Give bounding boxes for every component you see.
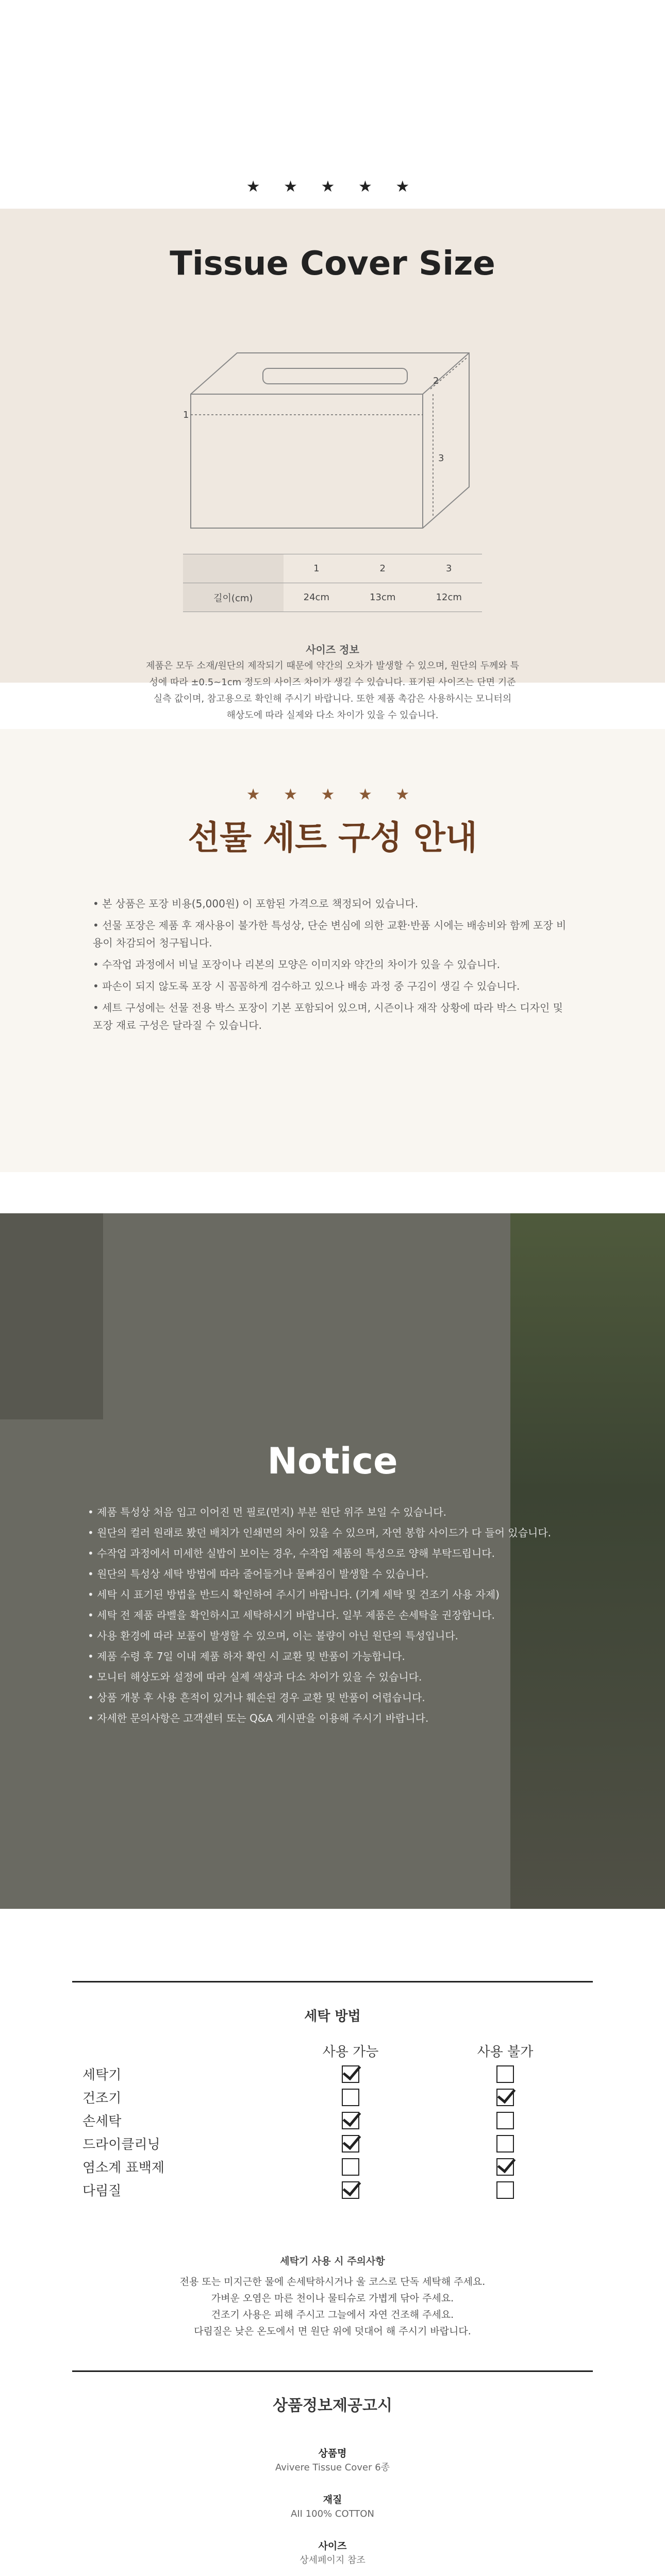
col-header: 1 xyxy=(284,554,350,583)
notice-list xyxy=(88,1502,577,1728)
notice-item: • 상품 개봉 후 사용 흔적이 있거나 훼손된 경우 교환 및 반품이 어렵습니다. xyxy=(88,1687,577,1708)
col-header: 2 xyxy=(350,554,415,583)
gift-item: • 수작업 과정에서 비닐 포장이나 리본의 모양은 이미지와 약간의 차이가 있을 수 있습니다. xyxy=(93,956,572,973)
checkbox-ok xyxy=(342,2181,359,2199)
wash-warning-line: 전용 또는 미지근한 물에 손세탁하시거나 울 코스로 단독 세탁해 주세요. xyxy=(179,2276,486,2287)
checkbox-ok xyxy=(342,2112,359,2129)
background-photo xyxy=(0,1213,103,1419)
size-value: 13cm xyxy=(350,583,415,612)
checkbox-no xyxy=(496,2065,514,2083)
wash-warning-line: 건조기 사용은 피해 주시고 그늘에서 자연 건조해 주세요. xyxy=(211,2309,454,2320)
wash-section xyxy=(0,1909,665,2340)
size-section xyxy=(0,209,665,721)
wash-label: 드라이클리닝 xyxy=(82,2137,160,2153)
size-info xyxy=(0,641,665,724)
info-value: Avivere Tissue Cover 6종 xyxy=(275,2462,390,2473)
checkbox-no xyxy=(496,2112,514,2129)
notice-item: • 세탁 시 표기된 방법을 반드시 확인하여 주시기 바랍니다. (기계 세탁 및 건조기 사용 자제) xyxy=(88,1584,577,1605)
wash-row xyxy=(82,2062,583,2086)
info-value: 상세페이지 참조 xyxy=(300,2555,365,2566)
wash-warning xyxy=(0,2253,665,2340)
info-head: 재질 xyxy=(323,2494,342,2505)
gift-list xyxy=(0,890,665,1034)
checkbox-no xyxy=(496,2181,514,2199)
wash-row xyxy=(82,2178,583,2201)
size-table xyxy=(183,554,482,612)
gift-title: 선물 세트 구성 안내 xyxy=(188,819,477,857)
wash-label: 손세탁 xyxy=(82,2114,122,2129)
gift-stars: ★ ★ ★ ★ ★ xyxy=(246,786,419,804)
wash-warning-line: 다림질은 낮은 온도에서 면 원단 위에 덧대어 해 주시기 바랍니다. xyxy=(194,2326,471,2337)
size-info-title: 사이즈 정보 xyxy=(306,643,359,656)
top-section xyxy=(0,0,665,196)
checkbox-no xyxy=(496,2135,514,2153)
size-title: Tissue Cover Size xyxy=(170,245,495,283)
notice-item: • 자세한 문의사항은 고객센터 또는 Q&A 게시판을 이용해 주시기 바랍니다. xyxy=(88,1708,577,1728)
notice-section xyxy=(0,1213,665,1909)
notice-item: • 제품 수령 후 7일 이내 제품 하자 확인 시 교환 및 반품이 가능합니다. xyxy=(88,1646,577,1667)
gift-item: • 본 상품은 포장 비용(5,000원) 이 포함된 가격으로 책정되어 있습니다. xyxy=(93,895,572,912)
wash-label: 다림질 xyxy=(82,2183,122,2199)
row-label: 길이(cm) xyxy=(183,583,284,612)
size-info-line: 제품은 모두 소재/원단의 제작되기 때문에 약간의 오차가 발생할 수 있으며, 원단의 두께와 특 xyxy=(146,660,519,671)
stars: ★ ★ ★ ★ ★ xyxy=(246,178,419,196)
gift-item: • 파손이 되지 않도록 포장 시 꼼꼼하게 검수하고 있으나 배송 과정 중 구김이 생길 수 있습니다. xyxy=(93,977,572,995)
col-header: 3 xyxy=(416,554,483,583)
checkbox-ok xyxy=(342,2065,359,2083)
wash-row xyxy=(82,2109,583,2132)
info-title: 상품정보제공고시 xyxy=(273,2397,392,2415)
size-value: 24cm xyxy=(284,583,350,612)
svg-text:2: 2 xyxy=(433,376,439,386)
wash-warning-title: 세탁기 사용 시 주의사항 xyxy=(280,2256,385,2267)
notice-title: Notice xyxy=(267,1440,398,1482)
gift-item: • 선물 포장은 제품 후 재사용이 불가한 특성상, 단순 변심에 의한 교환·반품 시에는 배송비와 함께 포장 비용이 차감되어 청구됩니다. xyxy=(93,917,572,952)
notice-item: • 모니터 해상도와 설정에 따라 실제 색상과 다소 차이가 있을 수 있습니다. xyxy=(88,1667,577,1687)
gift-item: • 세트 구성에는 선물 전용 박스 포장이 기본 포함되어 있으며, 시즌이나 재작 상황에 따라 박스 디자인 및 포장 재료 구성은 달라질 수 있습니다. xyxy=(93,999,572,1034)
size-info-line: 성에 따라 ±0.5~1cm 정도의 사이즈 차이가 생길 수 있습니다. 표기된 사이즈는 단면 기준 xyxy=(149,677,516,688)
notice-item: • 세탁 전 제품 라벨을 확인하시고 세탁하시기 바랍니다. 일부 제품은 손세탁을 권장합니다. xyxy=(88,1605,577,1625)
notice-item: • 사용 환경에 따라 보풀이 발생할 수 있으며, 이는 불량이 아닌 원단의 특성입니다. xyxy=(88,1625,577,1646)
size-info-line: 해상도에 따라 실제와 다소 차이가 있을 수 있습니다. xyxy=(226,710,439,721)
wash-row xyxy=(82,2155,583,2178)
notice-item: • 원단의 특성상 세탁 방법에 따라 줄어들거나 물빠짐이 발생할 수 있습니다. xyxy=(88,1564,577,1584)
svg-text:3: 3 xyxy=(438,453,444,464)
col-ok: 사용 가능 xyxy=(322,2044,379,2060)
notice-item: • 수작업 과정에서 미세한 실밥이 보이는 경우, 수작업 제품의 특성으로 양해 부탁드립니다. xyxy=(88,1543,577,1564)
wash-warning-line: 가벼운 오염은 마른 천이나 물티슈로 가볍게 닦아 주세요. xyxy=(211,2293,454,2304)
tissue-box-diagram xyxy=(170,332,495,533)
gift-section xyxy=(0,729,665,1172)
size-value: 12cm xyxy=(416,583,483,612)
checkbox-no xyxy=(496,2158,514,2176)
wash-title: 세탁 방법 xyxy=(72,1981,593,2025)
wash-label: 세탁기 xyxy=(82,2067,122,2083)
wash-label: 건조기 xyxy=(82,2091,122,2106)
info-head: 사이즈 xyxy=(318,2540,347,2552)
checkbox-ok xyxy=(342,2089,359,2106)
notice-item: • 제품 특성상 처음 입고 이어진 먼 필로(먼지) 부분 원단 위주 보일 수 있습니다. xyxy=(88,1502,577,1522)
svg-text:1: 1 xyxy=(183,410,189,420)
wash-table xyxy=(82,2039,583,2201)
wash-row xyxy=(82,2086,583,2109)
notice-item: • 원단의 컬러 원래로 봤던 배치가 인쇄면의 차이 있을 수 있으며, 자연 봉합 사이드가 다 들어 있습니다. xyxy=(88,1522,577,1543)
info-head: 상품명 xyxy=(318,2448,347,2459)
wash-row xyxy=(82,2132,583,2155)
checkbox-ok xyxy=(342,2158,359,2176)
checkbox-no xyxy=(496,2089,514,2106)
info-section xyxy=(72,2370,593,2576)
checkbox-ok xyxy=(342,2135,359,2153)
info-value: AII 100% COTTON xyxy=(291,2509,374,2519)
size-info-line: 실측 값이며, 참고용으로 확인해 주시기 바랍니다. 또한 제품 촉감은 사용하시는 모니터의 xyxy=(153,693,512,704)
wash-label: 염소계 표백제 xyxy=(82,2160,164,2176)
col-no: 사용 불가 xyxy=(477,2044,534,2060)
